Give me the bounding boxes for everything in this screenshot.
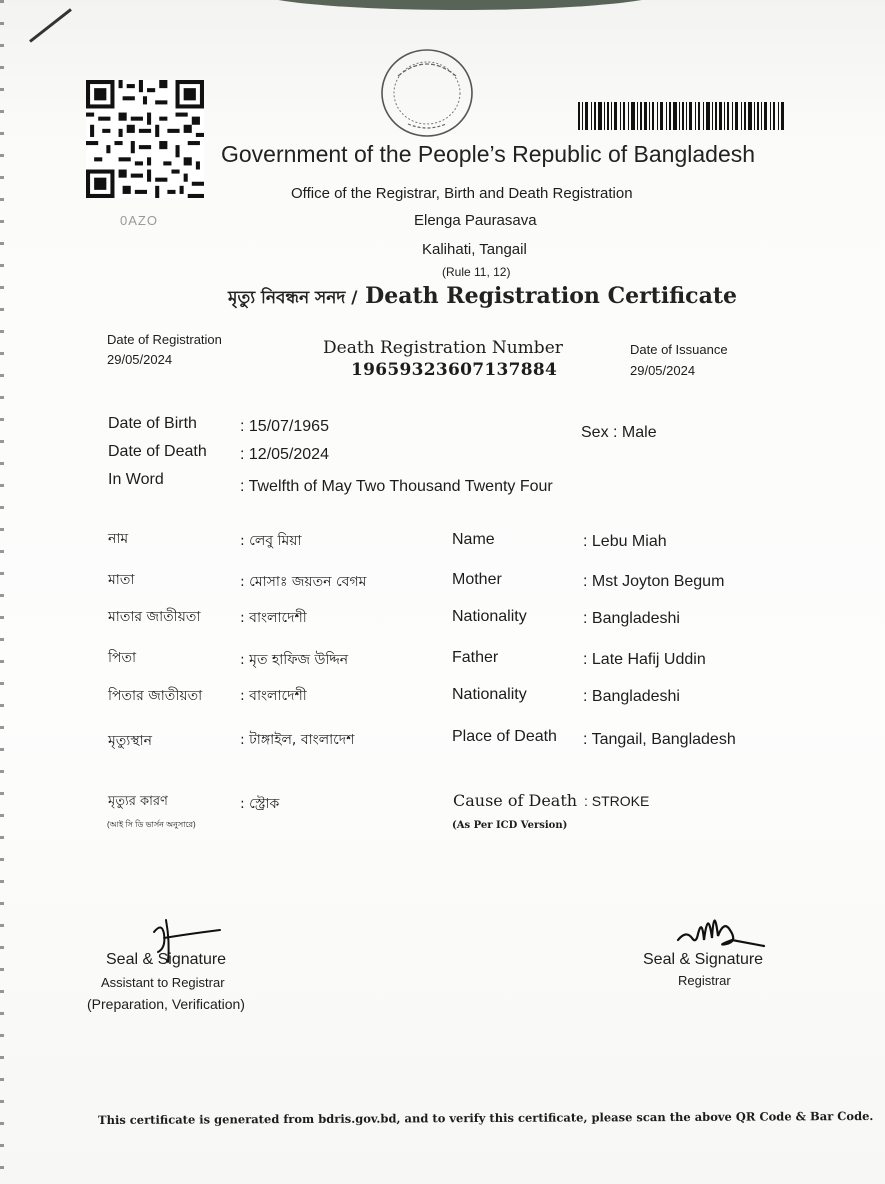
date-of-registration-label: Date of Registration: [107, 332, 222, 347]
registration-number-label: Death Registration Number: [323, 338, 563, 358]
registrar-seal-signature-label: Seal & Signature: [643, 951, 764, 968]
name-bn-value: : লেবু মিয়া: [240, 533, 302, 549]
mother-bn-label: মাতা: [108, 572, 135, 588]
date-of-death-value: : 12/05/2024: [240, 446, 329, 463]
registration-number: 19659323607137884: [351, 360, 558, 380]
sex-value: Sex : Male: [581, 424, 657, 441]
father-bn-label: পিতা: [108, 650, 137, 666]
mother-en-value: : Mst Joyton Begum: [583, 573, 725, 590]
barcode-icon: [578, 102, 784, 130]
certificate-title-bn: মৃত্যু নিবন্ধন সনদ /: [228, 288, 358, 308]
mother-nationality-en-label: Nationality: [452, 608, 527, 625]
mother-bn-value: : মোসাঃ জয়তন বেগম: [240, 574, 367, 590]
mother-nationality-bn-value: : বাংলাদেশী: [240, 610, 307, 626]
official-seal-icon: [378, 46, 476, 140]
office-name: Office of the Registrar, Birth and Death Registration: [291, 185, 633, 202]
rule-reference: (Rule 11, 12): [442, 265, 511, 279]
certificate-title: [228, 283, 737, 313]
cause-bn-value: : স্ট্রোক: [240, 796, 280, 812]
assistant-seal-signature-label: Seal & Signature: [106, 951, 227, 968]
registrar-role: Registrar: [678, 973, 731, 988]
cause-en-note: (As Per ICD Version): [452, 820, 568, 831]
cause-en-label: Cause of Death: [453, 791, 578, 810]
father-nationality-bn-label: পিতার জাতীয়তা: [108, 688, 203, 704]
assistant-role: Assistant to Registrar: [101, 975, 225, 990]
father-nationality-en-value: : Bangladeshi: [583, 688, 680, 705]
upazila-name: Kalihati, Tangail: [422, 241, 527, 258]
name-bn-label: নাম: [108, 531, 129, 547]
place-of-death-bn-value: : টাঙ্গাইল, বাংলাদেশ: [240, 732, 355, 748]
assistant-role-detail: (Preparation, Verification): [87, 996, 245, 1012]
date-of-registration-value: 29/05/2024: [107, 352, 173, 367]
name-en-value: : Lebu Miah: [583, 533, 667, 550]
paurasava-name: Elenga Paurasava: [414, 212, 537, 229]
paper-edge: [0, 0, 4, 1184]
date-of-birth-label: Date of Birth: [108, 415, 197, 432]
date-of-death-label: Date of Death: [108, 443, 207, 460]
certificate-title-en: Death Registration Certificate: [365, 283, 737, 309]
cause-bn-note: (আই সি ডি ভার্সন অনুসারে): [107, 820, 196, 829]
mother-nationality-en-value: : Bangladeshi: [583, 610, 680, 627]
cause-bn-label: মৃত্যুর কারণ: [108, 794, 168, 809]
father-en-value: : Late Hafij Uddin: [583, 651, 706, 668]
verification-footer: This certificate is generated from bdris.gov.bd, and to verify this certificate, please scan the above QR Code & Bar Code.: [97, 1108, 874, 1128]
qr-code-icon: [86, 80, 204, 198]
cause-en-value: : STROKE: [584, 793, 650, 809]
place-of-death-en-value: : Tangail, Bangladesh: [583, 731, 736, 748]
father-en-label: Father: [452, 649, 499, 666]
date-of-issuance-label: Date of Issuance: [630, 342, 728, 357]
mother-nationality-bn-label: মাতার জাতীয়তা: [108, 609, 201, 625]
mother-en-label: Mother: [452, 571, 502, 588]
father-nationality-en-label: Nationality: [452, 686, 527, 703]
name-en-label: Name: [452, 531, 495, 548]
government-title: Government of the People’s Republic of Bangladesh: [221, 141, 756, 167]
in-word-value: : Twelfth of May Two Thousand Twenty Four: [240, 478, 553, 495]
date-of-issuance-value: 29/05/2024: [630, 363, 696, 378]
qr-caption: 0AZO: [120, 213, 158, 228]
father-nationality-bn-value: : বাংলাদেশী: [240, 688, 307, 704]
in-word-label: In Word: [108, 471, 164, 488]
date-of-birth-value: : 15/07/1965: [240, 418, 329, 435]
father-bn-value: : মৃত হাফিজ উদ্দিন: [240, 652, 349, 668]
place-of-death-bn-label: মৃত্যুস্থান: [108, 733, 153, 749]
place-of-death-en-label: Place of Death: [452, 728, 557, 745]
